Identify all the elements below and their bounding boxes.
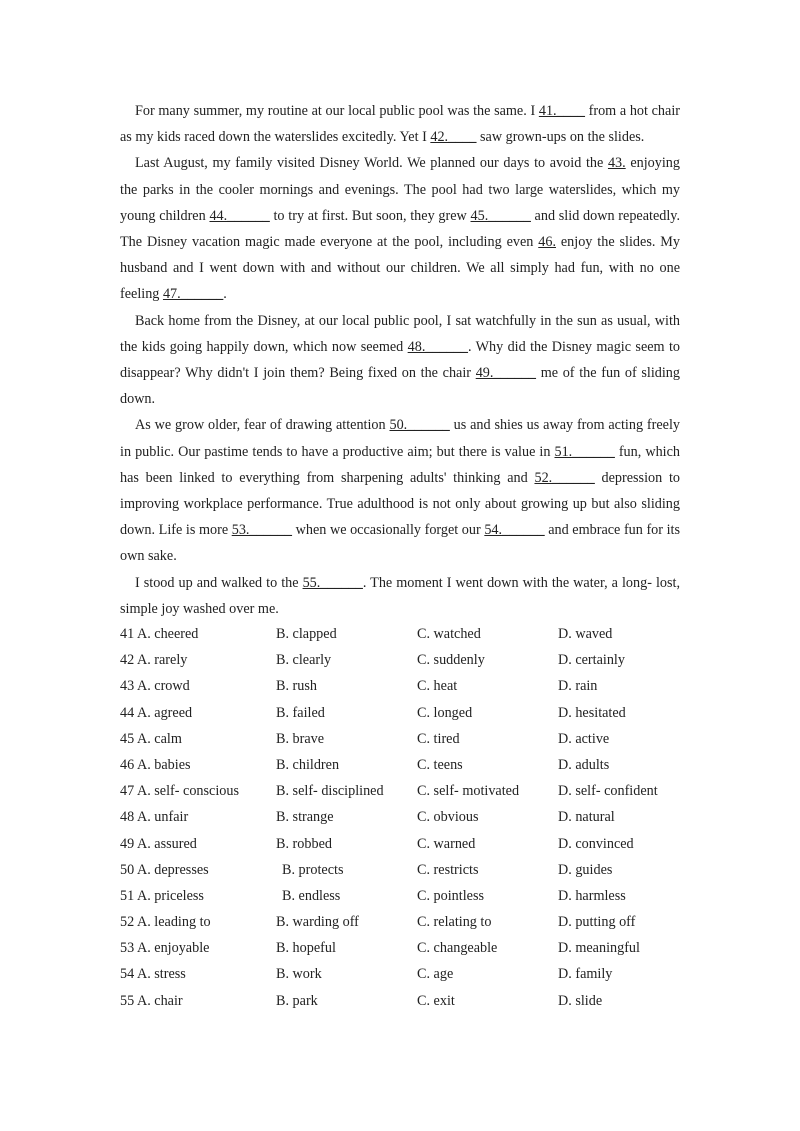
answer-blank: 50.______ [389,417,450,434]
option-c: C. tired [417,730,460,747]
option-b: B. self- disciplined [276,783,384,800]
passage-text: For many summer, my routine at our local public pool was the same. I [135,103,539,119]
passage-paragraph [120,98,680,150]
option-d: D. meaningful [558,940,640,957]
option-row [120,673,680,699]
answer-blank: 55.______ [302,574,363,591]
option-b: B. clearly [276,652,332,669]
answer-options [120,621,680,1014]
passage-text: depression to improving workplace performance. True adulthood is not only about growing up but also sliding down. Life is more [120,469,680,539]
option-row [120,700,680,726]
option-a: 55 A. chair [120,992,183,1009]
option-b: B. children [276,756,340,773]
passage-text: . The moment I went down with the water, a long- lost, simple joy washed over me. [120,574,680,617]
option-d: D. rain [558,678,598,695]
option-b: B. warding off [276,914,359,931]
option-c: C. pointless [417,887,485,904]
option-b: B. park [276,992,318,1009]
passage-text: from a hot chair as my kids raced down the waterslides excitedly. Yet I [120,103,680,146]
answer-blank: 54.______ [484,522,545,539]
option-d: D. certainly [558,652,625,669]
option-row [120,883,680,909]
option-d: D. convinced [558,835,634,852]
option-a: 49 A. assured [120,835,197,852]
option-a: 50 A. depresses [120,861,209,878]
option-row [120,961,680,987]
answer-blank: 43. [607,155,626,172]
passage-text: enjoying the parks in the cooler mornings and evenings. The pool had two large waterslides, which my young children [120,155,680,224]
passage-paragraph [120,570,680,622]
passage-paragraph [120,308,680,413]
option-c: C. heat [417,678,458,695]
passage-text: I stood up and walked to the [135,574,303,591]
option-row [120,726,680,752]
passage-text: As we grow older, fear of drawing attention [135,417,390,434]
answer-blank: 52.______ [534,469,595,486]
option-b: B. robbed [276,835,332,852]
option-a: 43 A. crowd [120,678,190,695]
option-c: C. age [417,966,454,983]
option-a: 45 A. calm [120,730,182,747]
option-a: 53 A. enjoyable [120,940,210,957]
passage-text: enjoy the slides. My husband and I went down with and without our children. We all simply had fun, with no one feeling [120,234,680,303]
option-a: 44 A. agreed [120,704,193,721]
option-d: D. putting off [558,914,636,931]
option-row [120,778,680,804]
passage-text: . Why did the Disney magic seem to disappear? Why didn't I join them? Being fixed on the chair [120,338,680,382]
option-row [120,752,680,778]
option-a: 51 A. priceless [120,887,204,904]
option-c: C. obvious [417,809,479,826]
passage-paragraph [120,412,680,569]
option-row [120,909,680,935]
option-d: D. guides [558,861,613,878]
answer-blank: 46. [538,234,556,251]
option-row [120,804,680,830]
option-c: C. exit [417,992,455,1009]
option-d: D. harmless [558,887,626,904]
passage-text: . [223,286,227,303]
cloze-passage [120,98,680,622]
option-c: C. relating to [417,914,492,931]
option-a: 46 A. babies [120,756,191,773]
option-c: C. changeable [417,940,498,957]
option-c: C. suddenly [417,652,485,669]
option-b: B. strange [276,809,334,826]
option-row [120,831,680,857]
option-d: D. family [558,966,613,983]
option-d: D. adults [558,756,610,773]
option-d: D. slide [558,992,603,1009]
answer-blank: 44.______ [209,207,270,224]
answer-blank: 41.____ [538,103,585,119]
option-b: B. clapped [276,626,337,642]
option-row [120,621,680,647]
option-b: B. hopeful [276,940,336,957]
option-d: D. active [558,730,610,747]
passage-text: me of the fun of sliding down. [120,365,680,408]
answer-blank: 47.______ [162,286,224,303]
option-c: C. restricts [417,861,479,878]
option-b: B. rush [276,678,317,695]
option-b: B. endless [282,887,341,904]
option-d: D. hesitated [558,704,626,721]
passage-text: to try at first. But soon, they grew [269,207,471,224]
option-b: B. protects [282,861,344,878]
answer-blank: 49.______ [475,365,536,382]
answer-blank: 51.______ [554,443,615,460]
option-row [120,988,680,1014]
passage-text: Last August, my family visited Disney World. We planned our days to avoid the [135,155,608,172]
option-a: 48 A. unfair [120,809,189,826]
option-d: D. self- confident [558,783,658,800]
option-a: 47 A. self- conscious [120,783,239,800]
option-a: 42 A. rarely [120,652,188,669]
passage-paragraph [120,150,680,307]
option-b: B. brave [276,730,325,747]
option-b: B. work [276,966,322,983]
passage-text: fun, which has been linked to everything from sharpening adults' thinking and [120,443,680,486]
passage-text: and embrace fun for its own sake. [120,522,681,565]
option-c: C. warned [417,835,476,852]
option-c: C. self- motivated [417,783,520,800]
passage-text: Back home from the Disney, at our local public pool, I sat watchfully in the sun as usual, with the kids going happily down, which now seemed [120,312,680,355]
passage-text: saw grown-ups on the slides. [476,129,645,146]
option-row [120,647,680,673]
option-a: 52 A. leading to [120,914,211,931]
option-a: 41 A. cheered [120,626,199,642]
option-d: D. waved [558,626,613,642]
passage-text: and slid down repeatedly. The Disney vacation magic made everyone at the pool, including even [120,207,680,251]
passage-text: us and shies us away from acting freely in public. Our pastime tends to have a productive aim; but there is value in [120,417,680,460]
answer-blank: 48.______ [407,338,468,355]
option-b: B. failed [276,704,325,721]
passage-text: when we occasionally forget our [292,522,485,539]
answer-blank: 42.____ [430,129,477,146]
option-c: C. teens [417,756,463,773]
option-d: D. natural [558,809,615,826]
option-a: 54 A. stress [120,966,186,983]
option-row [120,857,680,883]
option-c: C. watched [417,626,481,642]
answer-blank: 45.______ [470,207,531,224]
option-c: C. longed [417,704,473,721]
option-row [120,935,680,961]
answer-blank: 53.______ [231,522,293,539]
